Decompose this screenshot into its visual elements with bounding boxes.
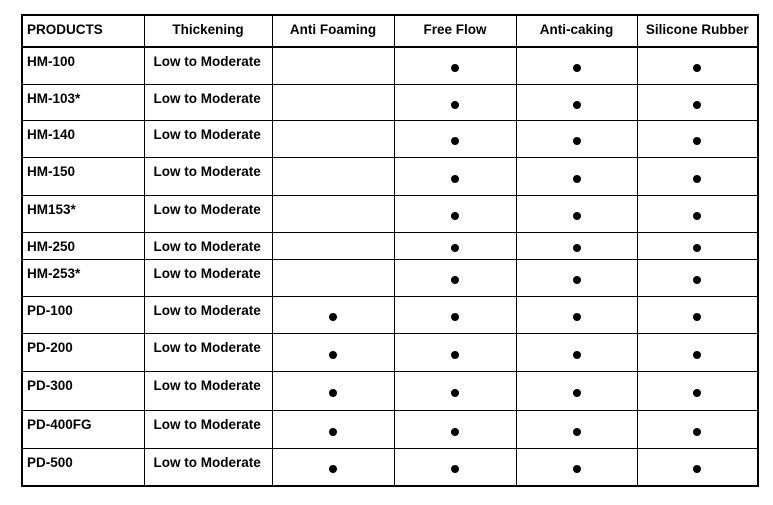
thickening-cell: Low to Moderate [144, 259, 272, 296]
free-flow-cell [394, 448, 516, 486]
anti-foaming-cell [272, 448, 394, 486]
header-anti-foaming: Anti Foaming [272, 15, 394, 47]
thickening-cell: Low to Moderate [144, 333, 272, 371]
free-flow-cell [394, 47, 516, 84]
silicone-rubber-cell [637, 259, 758, 296]
anti-foaming-cell [272, 195, 394, 232]
table-row [22, 259, 758, 296]
bullet-dot-icon [693, 244, 701, 252]
free-flow-cell [394, 296, 516, 333]
bullet-dot-icon [573, 428, 581, 436]
silicone-rubber-cell [637, 157, 758, 195]
thickening-cell: Low to Moderate [144, 84, 272, 120]
bullet-dot-icon [451, 101, 459, 109]
bullet-dot-icon [693, 389, 701, 397]
table-row [22, 410, 758, 448]
free-flow-cell [394, 410, 516, 448]
anti-foaming-cell [272, 232, 394, 259]
bullet-dot-icon [693, 351, 701, 359]
silicone-rubber-cell [637, 448, 758, 486]
anti-caking-cell [516, 410, 637, 448]
bullet-dot-icon [451, 276, 459, 284]
table-row [22, 232, 758, 259]
thickening-cell: Low to Moderate [144, 47, 272, 84]
anti-caking-cell [516, 333, 637, 371]
bullet-dot-icon [693, 465, 701, 473]
free-flow-cell [394, 157, 516, 195]
table-row [22, 84, 758, 120]
bullet-dot-icon [573, 212, 581, 220]
bullet-dot-icon [573, 244, 581, 252]
bullet-dot-icon [451, 64, 459, 72]
anti-foaming-cell [272, 333, 394, 371]
header-anti-caking: Anti-caking [516, 15, 637, 47]
bullet-dot-icon [693, 137, 701, 145]
bullet-dot-icon [693, 276, 701, 284]
product-name-cell: HM-103* [22, 84, 144, 120]
bullet-dot-icon [329, 313, 337, 321]
bullet-dot-icon [693, 175, 701, 183]
bullet-dot-icon [451, 465, 459, 473]
bullet-dot-icon [573, 276, 581, 284]
header-row [22, 15, 758, 47]
bullet-dot-icon [451, 351, 459, 359]
anti-foaming-cell [272, 47, 394, 84]
bullet-dot-icon [573, 101, 581, 109]
free-flow-cell [394, 195, 516, 232]
product-application-table [21, 14, 759, 487]
silicone-rubber-cell [637, 333, 758, 371]
silicone-rubber-cell [637, 296, 758, 333]
bullet-dot-icon [573, 389, 581, 397]
silicone-rubber-cell [637, 232, 758, 259]
anti-foaming-cell [272, 410, 394, 448]
anti-caking-cell [516, 195, 637, 232]
table-row [22, 157, 758, 195]
bullet-dot-icon [573, 137, 581, 145]
anti-caking-cell [516, 47, 637, 84]
bullet-dot-icon [573, 351, 581, 359]
anti-caking-cell [516, 371, 637, 410]
product-name-cell: PD-300 [22, 371, 144, 410]
product-name-cell: HM-250 [22, 232, 144, 259]
anti-foaming-cell [272, 371, 394, 410]
bullet-dot-icon [451, 428, 459, 436]
bullet-dot-icon [329, 389, 337, 397]
product-name-cell: PD-400FG [22, 410, 144, 448]
bullet-dot-icon [573, 465, 581, 473]
bullet-dot-icon [693, 428, 701, 436]
table-row [22, 296, 758, 333]
thickening-cell: Low to Moderate [144, 195, 272, 232]
bullet-dot-icon [329, 428, 337, 436]
free-flow-cell [394, 259, 516, 296]
thickening-cell: Low to Moderate [144, 296, 272, 333]
table-body [22, 47, 758, 486]
table-row [22, 120, 758, 157]
anti-caking-cell [516, 259, 637, 296]
bullet-dot-icon [573, 313, 581, 321]
thickening-cell: Low to Moderate [144, 157, 272, 195]
table-row [22, 371, 758, 410]
anti-foaming-cell [272, 120, 394, 157]
silicone-rubber-cell [637, 195, 758, 232]
header-products: PRODUCTS [22, 15, 144, 47]
product-name-cell: HM-140 [22, 120, 144, 157]
bullet-dot-icon [451, 175, 459, 183]
anti-foaming-cell [272, 84, 394, 120]
table-row [22, 195, 758, 232]
free-flow-cell [394, 371, 516, 410]
free-flow-cell [394, 84, 516, 120]
silicone-rubber-cell [637, 371, 758, 410]
header-free-flow: Free Flow [394, 15, 516, 47]
bullet-dot-icon [451, 313, 459, 321]
silicone-rubber-cell [637, 84, 758, 120]
anti-foaming-cell [272, 259, 394, 296]
thickening-cell: Low to Moderate [144, 232, 272, 259]
anti-caking-cell [516, 84, 637, 120]
bullet-dot-icon [451, 389, 459, 397]
anti-caking-cell [516, 157, 637, 195]
table-row [22, 333, 758, 371]
bullet-dot-icon [693, 313, 701, 321]
bullet-dot-icon [693, 212, 701, 220]
bullet-dot-icon [451, 137, 459, 145]
free-flow-cell [394, 232, 516, 259]
bullet-dot-icon [451, 244, 459, 252]
silicone-rubber-cell [637, 47, 758, 84]
anti-caking-cell [516, 296, 637, 333]
anti-caking-cell [516, 120, 637, 157]
bullet-dot-icon [573, 175, 581, 183]
table-row [22, 448, 758, 486]
product-name-cell: PD-500 [22, 448, 144, 486]
product-name-cell: HM-150 [22, 157, 144, 195]
product-name-cell: PD-200 [22, 333, 144, 371]
product-name-cell: HM-100 [22, 47, 144, 84]
anti-foaming-cell [272, 157, 394, 195]
product-name-cell: HM153* [22, 195, 144, 232]
anti-caking-cell [516, 448, 637, 486]
free-flow-cell [394, 333, 516, 371]
silicone-rubber-cell [637, 120, 758, 157]
anti-caking-cell [516, 232, 637, 259]
bullet-dot-icon [693, 64, 701, 72]
silicone-rubber-cell [637, 410, 758, 448]
bullet-dot-icon [451, 212, 459, 220]
bullet-dot-icon [329, 351, 337, 359]
bullet-dot-icon [573, 64, 581, 72]
thickening-cell: Low to Moderate [144, 448, 272, 486]
product-name-cell: PD-100 [22, 296, 144, 333]
thickening-cell: Low to Moderate [144, 410, 272, 448]
header-silicone-rubber: Silicone Rubber [637, 15, 758, 47]
anti-foaming-cell [272, 296, 394, 333]
thickening-cell: Low to Moderate [144, 120, 272, 157]
bullet-dot-icon [693, 101, 701, 109]
free-flow-cell [394, 120, 516, 157]
header-thickening: Thickening [144, 15, 272, 47]
bullet-dot-icon [329, 465, 337, 473]
product-name-cell: HM-253* [22, 259, 144, 296]
table-row [22, 47, 758, 84]
thickening-cell: Low to Moderate [144, 371, 272, 410]
